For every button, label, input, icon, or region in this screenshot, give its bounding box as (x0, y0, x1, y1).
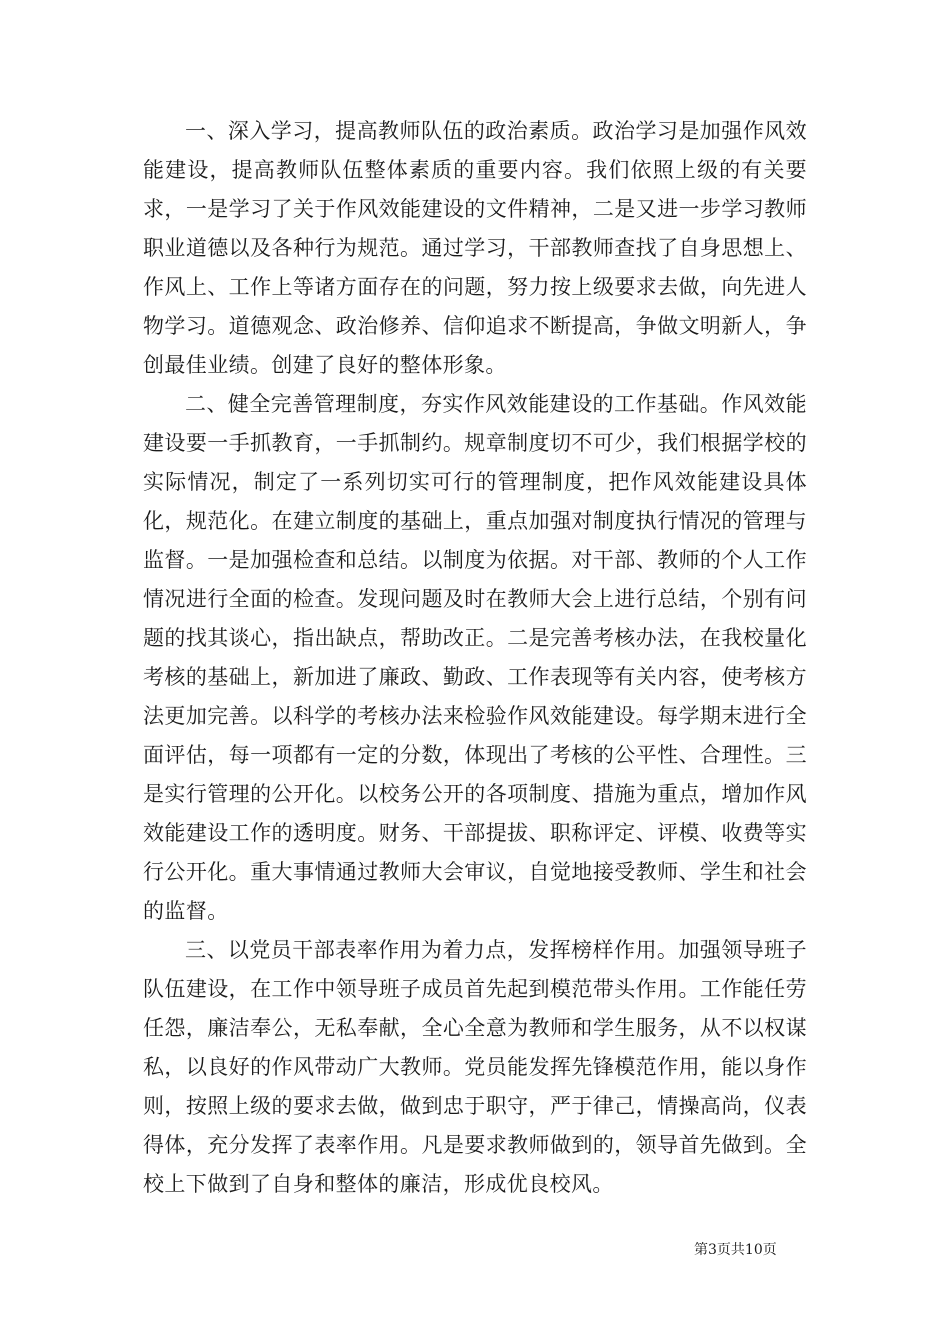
paragraph-party-role-model: 三、以党员干部表率作用为着力点，发挥榜样作用。加强领导班子队伍建设，在工作中领导班子成员首先起到模范带头作用。工作能任劳任怨，廉洁奉公，无私奉献，全心全意为教师和学生服务，从不以权谋私，以良好的作风带动广大教师。党员能发挥先锋模范作用，能以身作则，按照上级的要求去做，做到忠于职守，严于律己，情操高尚，仪表得体，充分发挥了表率作用。凡是要求教师做到的，领导首先做到。全校上下做到了自身和整体的廉洁，形成优良校风。 (143, 938, 807, 1196)
paragraph-political-study: 一、深入学习，提高教师队伍的政治素质。政治学习是加强作风效能建设，提高教师队伍整体素质的重要内容。我们依照上级的有关要求，一是学习了关于作风效能建设的文件精神，二是又进一步学习教师职业道德以及各种行为规范。通过学习，干部教师查找了自身思想上、作风上、工作上等诸方面存在的问题，努力按上级要求去做，向先进人物学习。道德观念、政治修养、信仰追求不断提高，争做文明新人，争创最佳业绩。创建了良好的整体形象。 (143, 119, 807, 377)
document-body (143, 112, 807, 1204)
paragraph-management-system: 二、健全完善管理制度，夯实作风效能建设的工作基础。作风效能建设要一手抓教育，一手抓制约。规章制度切不可少，我们根据学校的实际情况，制定了一系列切实可行的管理制度，把作风效能建设具体化，规范化。在建立制度的基础上，重点加强对制度执行情况的管理与监督。一是加强检查和总结。以制度为依据。对干部、教师的个人工作情况进行全面的检查。发现问题及时在教师大会上进行总结，个别有问题的找其谈心，指出缺点，帮助改正。二是完善考核办法，在我校量化考核的基础上，新加进了廉政、勤政、工作表现等有关内容，使考核方法更加完善。以科学的考核办法来检验作风效能建设。每学期末进行全面评估，每一项都有一定的分数，体现出了考核的公平性、合理性。三是实行管理的公开化。以校务公开的各项制度、措施为重点，增加作风效能建设工作的透明度。财务、干部提拔、职称评定、评模、收费等实行公开化。重大事情通过教师大会审议，自觉地接受教师、学生和社会的监督。 (143, 392, 807, 923)
page-number-footer: 第3页共10页 (694, 1242, 777, 1258)
